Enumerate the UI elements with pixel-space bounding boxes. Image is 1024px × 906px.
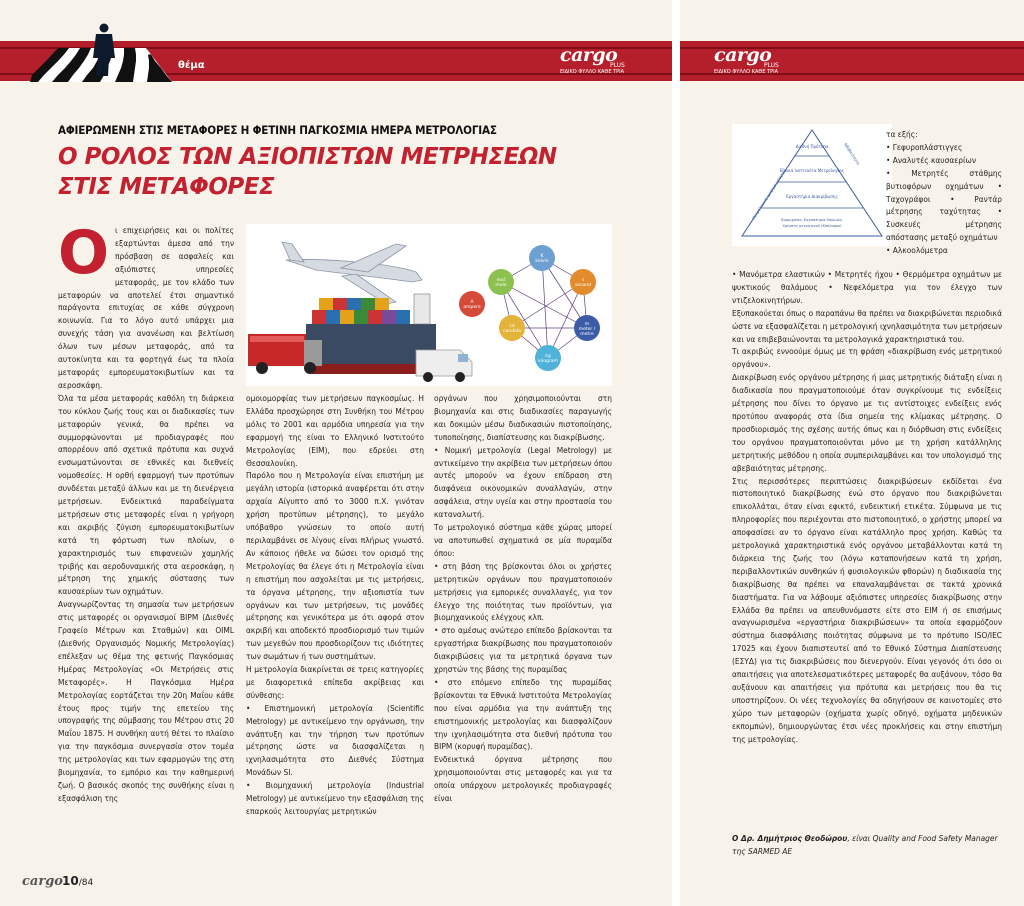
si-unit-label: s [581, 278, 585, 283]
logo-subtitle: ΕΙΔΙΚΟ ΦΥΛΛΟ ΚΑΘΕ ΤΡΙΑ [714, 69, 779, 75]
page-number [62, 874, 93, 888]
author-role: , είναι Quality and Food Safety Manager της SARMED AE [732, 833, 998, 856]
paragraph: Στις περισσότερες περιπτώσεις διακριβώσεων εκδίδεται ένα πιστοποιητικό διακρίβωσης ενώ στο όργανο που διακριβώνεται επικολλάται, όταν είναι εφικτό, ενδεικτική ετικέτα. Σύμφωνα με τις πληροφορίες που περιέχονται στο πιστοποιητικό, ο χρήστης μπορεί να αποφασίσει αν το όργανο είναι κατάλληλο προς χρήση. Καθώς τα μετρολογικά χαρακτηριστικά ενός οργάνου μεταβάλλονται κατά τη διάρκεια της ζωής του (λόγω καταπονήσεων κατά τη χρήση, περιβαλλοντικών συνθηκών ή φυσιολογικών φθορών) η διαδικασία της διακρίβωσης θα πρέπει να επαναλαμβάνεται σε τακτά χρονικά διαστήματα. Για να λάβουμε αξιόπιστες υπηρεσίες διακρίβωσης στην Ελλάδα θα πρέπει να απευθυνόμαστε είτε στο ΕΙΜ ή σε επισήμως αναγνωρισμένα «εργαστήρια διακριβώσεων» τα οποία εφαρμόζουν σύστημα διασφάλισης ποιότητας σύμφωνα με το πρότυπο ISO/IEC 17025 και έχουν διαπιστευτεί από το Εθνικό Σύστημα Διαπίστευσης (ΕΣΥΔ) για τις διακριβώσεις που διενεργούν. Είναι γεγονός ότι όσο οι απαιτήσεις για αποτελεσματικότερες μεταφορές θα αυξάνουν, τόσο θα αυξάνουν και απαιτήσεις για πρότυπα και μετρήσεις που θα τις υποστηρίζουν. Οι νέες τεχνολογίες θα οδηγήσουν σε καινοτομίες στο χώρο των μεταφορών (οχήματα χωρίς οδηγό, οχήματα μηδενικών εκπομπών), δημιουργώντας έτσι νέες προκλήσεις και στην επιστήμη της μετρολογίας. [732, 475, 1002, 744]
drop-cap: Ο [58, 224, 110, 288]
pyramid-level-2: Εθνικά Ινστιτούτα Μετρολογίας [779, 168, 845, 173]
transport-collage [246, 224, 612, 386]
cargo-logo: cargo [714, 44, 772, 66]
paragraph: Παρόλο που η Μετρολογία είναι επιστήμη με μεγάλη ιστορία (ιστορικά αναφέρεται ότι στην αρχαία Αίγυπτο από το 3000 π.Χ. γινόταν χρήση προτύπων μέτρησης), το μεγάλο υπόβαθρο γνώσεων το οποίο αυτή περιλαμβάνει σε λίγους είναι πλήρως γνωστό. Αν κάποιος ήθελε να δώσει τον ορισμό της Μετρολογίας θα έλεγε ότι η Μετρολογία είναι η επιστήμη που ασχολείται με τις μετρήσεις, τα όργανα μέτρησης, την αξιοπιστία των οργάνων και των μετρήσεων, τις μονάδες μέτρησης και γενικότερα με ότι αφορά στον ακριβή και αποδεκτό προσδιορισμό των τιμών των μεγεθών που προσδιορίζουν τις ιδιότητες των σωμάτων ή των συστημάτων. [246, 470, 424, 662]
page-number-current: 10 [62, 874, 79, 888]
paragraph: Η μετρολογία διακρίνεται σε τρεις κατηγορίες με διαφορετικά επίπεδα ακρίβειας και σύνθεσης: [246, 664, 424, 700]
logo-subtitle: ΕΙΔΙΚΟ ΦΥΛΛΟ ΚΑΘΕ ΤΡΙΑ [560, 69, 625, 75]
cargo-logo: cargo [560, 44, 618, 66]
main-column [732, 268, 1002, 824]
paragraph: ομοιομορφίας των μετρήσεων παγκοσμίως. Η Ελλάδα προσχώρησε στη Συνθήκη του Μέτρου μόλις το 2001 και αρμόδια υπηρεσία για την εφαρμογή της είναι το Ελληνικό Ινστιτούτο Μετρολογίας (ΕΙΜ), που εδρεύει στη Θεσσαλονίκη. [246, 393, 424, 468]
author-credit [732, 832, 1002, 858]
headline-line-1: Ο ΡΟΛΟΣ ΤΩΝ ΑΞΙΟΠΙΣΤΩΝ ΜΕΤΡΗΣΕΩΝ [58, 144, 557, 170]
si-unit-label: kg [545, 354, 551, 359]
si-unit-label: m [584, 322, 590, 327]
si-unit-label: mole [495, 283, 507, 288]
si-unit-label: kilogram [538, 359, 558, 364]
bullet-paragraph: • στο επόμενο επίπεδο της πυραμίδας βρίσκονται τα Εθνικά Ινστιτούτα Μετρολογίας που είναι αρμόδια για την ανάπτυξη της επιστημονικής μετρολογίας και διασφαλίζουν την ιχνηλασιμότητα στα διεθνή πρότυπα του BIPM (κορυφή πυραμίδας). [434, 676, 612, 752]
si-units-diagram [459, 245, 600, 371]
list-item: • Αναλυτές καυσαερίων [886, 154, 976, 165]
truck-icon [248, 334, 322, 374]
metrology-pyramid [732, 124, 892, 246]
si-unit-label: meter / [578, 327, 596, 332]
bullet-paragraph: • στο αμέσως ανώτερο επίπεδο βρίσκονται τα εργαστήρια διακρίβωσης που πραγματοποιούν διακριβώσεις για τα μετρητικά όργανα των χρηστών της βάσης της πυραμίδας [434, 625, 612, 675]
footer-logo: cargo [22, 874, 63, 889]
si-unit-label: cd [509, 324, 515, 329]
bullet-paragraph: • Νομική μετρολογία (Legal Metrology) με αντικείμενο την ακρίβεια των μετρήσεων όπου αυτές μπορούν να έχουν επίδραση στη διαφάνεια οικονομικών συναλλαγών, στην ασφάλεια, στην υγεία και στην προστασία του καταναλωτή. [434, 444, 612, 520]
si-unit-label: candela [503, 329, 521, 334]
right-page [680, 0, 1024, 906]
column-3 [434, 392, 612, 872]
si-unit-label: ampere [463, 305, 481, 310]
paragraph: Διακρίβωση ενός οργάνου μέτρησης ή μιας μετρητικής διάταξη είναι η διαδικασία που πραγματοποιούμε όταν συγκρίνουμε τις ενδείξεις μέτρησης που δίνει το όργανο με τις αντίστοιχες ενδείξεις ενός προτύπου αναφοράς στα ίδια σημεία της κλίμακας μέτρησης. Ο προσδιορισμός της σχέσης αυτής όπως και η διόρθωση στις ενδείξεις του οργάνου πραγματοποιούνται μόνο με τη χρήση κατάλληλης μετρητικής μεθόδου η οποία συμπεριλαμβάνει και τον υπολογισμό της αβεβαιότητας μέτρησης. [732, 372, 1002, 473]
van-icon [416, 350, 472, 382]
headline-line-2: ΣΤΙΣ ΜΕΤΑΦΟΡΕΣ [58, 174, 275, 200]
paragraph: • Μανόμετρα ελαστικών • Μετρητές ήχου • Θερμόμετρα οχημάτων με ψυκτικούς θαλάμους • Νεφελόμετρα για τον έλεγχο των ντιζελοκινητήρων. [732, 269, 1002, 305]
airplane-icon [282, 242, 422, 304]
pyramid-level-1: Διεθνή Πρότυπα [795, 144, 829, 149]
pyramid-right-label: Αβεβαιότητα [843, 141, 862, 166]
pyramid-level-4: Βιομηχανία, Εργαστήρια δοκιμών, [781, 218, 843, 222]
section-tag: θέμα [178, 60, 205, 71]
logo-plus: PLUS [610, 62, 625, 69]
paragraph: τα εξής: [886, 129, 918, 139]
paragraph: Όλα τα μέσα μεταφοράς καθόλη τη διάρκεια του κύκλου ζωής τους και οι διαδικασίες των μεταφορών γενικά, θα πρέπει να συμμορφώνονται με προδιαγραφές που απορρέουν από σχετικά πρότυπα και συχνά ενσωματώνονται σε εθνικές και διεθνείς νομοθεσίες. Η ορθή εφαρμογή των προτύπων συνδέεται μεταξύ άλλων και με τη διενέργεια μετρήσεων. Ενδεικτικά παραδείγματα μετρήσεων στις μεταφορές είναι η γρήγορη και ακριβής ζύγιση εμπορευματοκιβωτίων κατά τη φόρτωση των πλοίων, ο χαρακτηρισμός των επιφανειών χαμηλής τριβής και αεροδυναμικής στα αεροσκάφη, η μέτρηση της χημικής σύστασης των καυσαερίων των οχημάτων. [58, 392, 234, 597]
bullet-paragraph: • Βιομηχανική μετρολογία (Industrial Metrology) με αντικείμενο την εξασφάλιση της επαρκούς λειτουργίας μετρητικών [246, 780, 424, 816]
paragraph: Τι ακριβώς εννοούμε όμως με τη φράση «διακρίβωση ενός μετρητικού οργάνου». [732, 346, 1002, 370]
author-name: Ο Δρ. Δημήτριος Θεοδώρου [732, 833, 848, 843]
si-unit-label: K [540, 254, 544, 259]
list-item: • Γεφυροπλάστιγγες [886, 141, 963, 152]
bullet-paragraph: • στη βάση της βρίσκονται όλοι οι χρήστες μετρητικών οργάνων που πραγματοποιούν μετρήσεις για εμπορικές συναλλαγές, για τον έλεγχο της ποιότητας των προϊόντων, για βιομηχανικούς ελέγχους κλπ. [434, 560, 612, 623]
column-1 [58, 224, 234, 872]
si-unit-label: A [470, 300, 474, 305]
paragraph: Το μετρολογικό σύστημα κάθε χώρας μπορεί να αποτυπωθεί σχηματικά σε μία πυραμίδα όπου: [434, 522, 612, 558]
logo-plus: PLUS [764, 62, 779, 69]
column-2 [246, 392, 424, 872]
intro-paragraph: ι επιχειρήσεις και οι πολίτες εξαρτώνται άμεσα από την πρόσβαση σε ασφαλείς και αξιόπιστες υπηρεσίες μεταφοράς, με τον κλάδο των μεταφορών να αποτελεί έτσι σημαντικό παράγοντα επιτυχίας σε κάθε σύγχρονη κοινωνία. Για το λόγο αυτό υπάρχει μια συνεχής τάση για ανανέωση και βελτίωση όλων των μέσων μεταφοράς, από τα αυτοκίνητα και τα φορτηγά έως τα πλοία μεταφοράς εμπορευματοκιβωτίων και τα αεροσκάφη. [58, 225, 234, 390]
page-number-total: /84 [78, 878, 94, 888]
paragraph: Εξυπακούεται όπως ο παραπάνω θα πρέπει να διακριβώνεται περιοδικά ώστε να εξασφαλίζεται η μετρολογική ιχνηλασιμότητα των μετρήσεων και να επιβεβαιώνονται τα μετρολογικά χαρακτηριστικά του. [732, 307, 1002, 344]
article-kicker: ΑΦΙΕΡΩΜΕΝΗ ΣΤΙΣ ΜΕΤΑΦΟΡΕΣ Η ΦΕΤΙΝΗ ΠΑΓΚΟΣΜΙΑ ΗΜΕΡΑ ΜΕΤΡΟΛΟΓΙΑΣ [58, 123, 497, 137]
si-unit-label: second [574, 283, 592, 288]
list-item: • Αλκοολόμετρα [886, 245, 948, 256]
paragraph: Ενδεικτικά όργανα μέτρησης που χρησιμοποιούνται στις μεταφορές και για τα οποία υπάρχουν μετρολογικές προδιαγραφές είναι [434, 754, 612, 804]
pyramid-left-label: Μετρολογική ιχνηλασιμότητα [750, 170, 786, 221]
si-unit-label: mol [496, 278, 506, 283]
list-item: • Μετρητές στάθμης βυτιοφόρων οχημάτων • Ταχογράφοι • Ραντάρ μέτρησης ταχύτητας • Συσκευές μέτρησης απόστασης μεταξύ οχημάτων [886, 167, 1002, 243]
paragraph: Αναγνωρίζοντας τη σημασία των μετρήσεων στις μεταφορές οι οργανισμοί BIPM (Διεθνές Γραφείο Μέτρων και Σταθμών) και OIML (Διεθνής Οργανισμός Νομικής Μετρολογίας) επέλεξαν ως θέμα της φετινής Παγκόσμιας Ημέρας Μετρολογίας «Οι Μετρήσεις στις Μεταφορές». Η Παγκόσμια Ημέρα Μετρολογίας εορτάζεται την 20η Μαΐου κάθε έτους προς τιμήν της επετείου της υπογραφής της σύμβασης του Μέτρου στις 20 Μαΐου 1875. Η συνθήκη αυτή θέτει το πλαίσιο για την παγκόσμια συνεργασία στον τομέα της μετρολογίας και των εφαρμογών της στη βιομηχανία, το εμπόριο και την καθημερινή ζωή. Ο βασικός σκοπός της συνθήκης είναι η εξασφάλιση της [58, 599, 234, 803]
paragraph: οργάνων που χρησιμοποιούνται στη βιομηχανία και στις διαδικασίες παραγωγής και δοκιμών μέσω διαδικασιών πιστοποίησης, τυποποίησης, διαπίστευσης και διακρίβωσης. [434, 393, 612, 442]
pyramid-level-4: Χρήστες μετρητικού εξοπλισμού [782, 224, 842, 228]
article-headline [58, 142, 557, 202]
si-unit-label: metre [580, 332, 594, 337]
side-list [886, 128, 1002, 268]
bullet-paragraph: • Επιστημονική μετρολογία (Scientific Metrology) με αντικείμενο την οργάνωση, την ανάπτυξη και την τήρηση των προτύπων μέτρησης ώστε να διασφαλίζεται η ιχνηλασιμότητα στο Διεθνές Σύστημα Μονάδων SI. [246, 702, 424, 778]
si-unit-label: kelvin [535, 259, 549, 264]
pyramid-level-3: Εργαστήρια Διακρίβωσης [786, 194, 838, 199]
chessboard-figure-illustration [24, 22, 178, 84]
